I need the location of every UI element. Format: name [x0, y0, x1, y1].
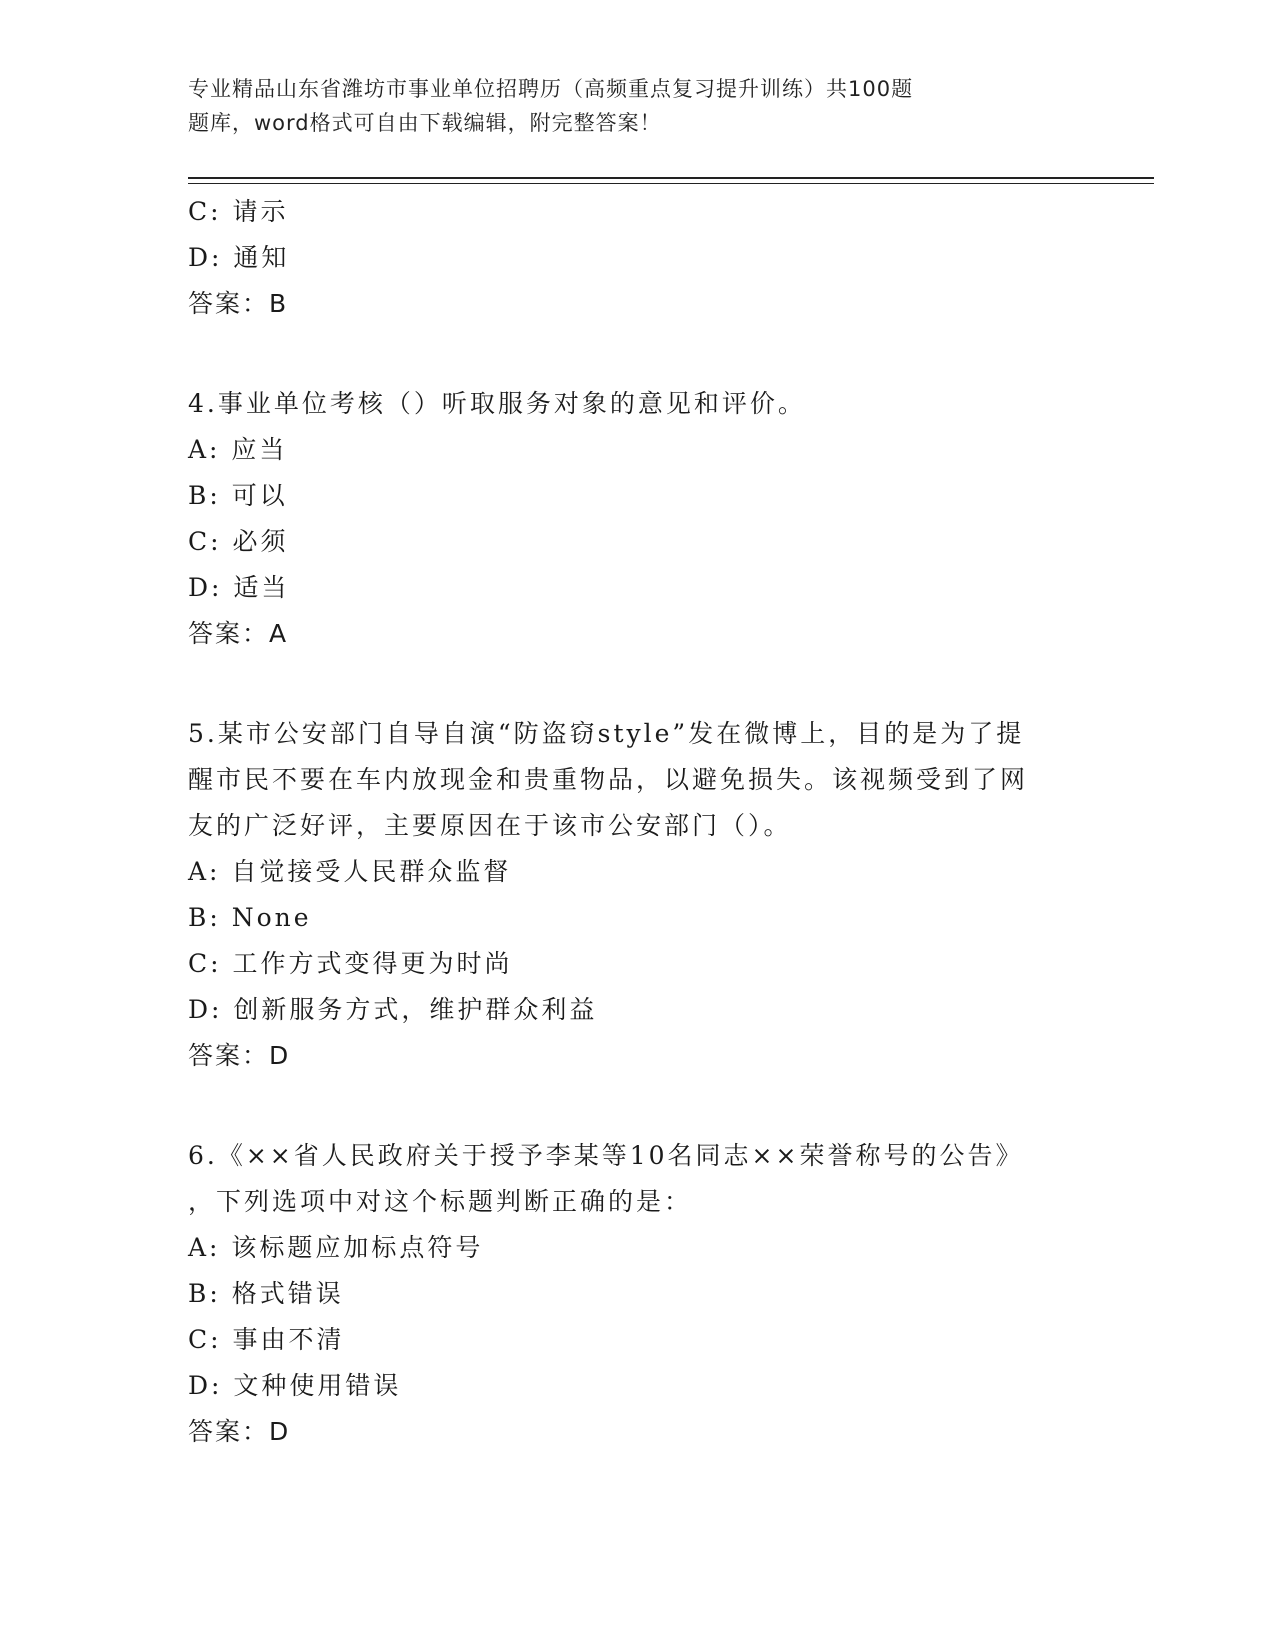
- option-a: A: 应当: [188, 435, 288, 464]
- question-stem-line-1: 5.某市公安部门自导自演“防盗窃style”发在微博上，目的是为了提: [188, 719, 1025, 748]
- document-header: [188, 72, 1048, 140]
- question-content: [188, 189, 1088, 1455]
- option-b: B: None: [188, 903, 312, 932]
- question-stem: 4.事业单位考核（）听取服务对象的意见和评价。: [188, 389, 806, 418]
- question-block-3-continued: [188, 189, 1088, 327]
- answer-line: 答案：A: [188, 619, 289, 648]
- question-block-6: [188, 1133, 1088, 1455]
- header-divider-thick: [188, 177, 1154, 179]
- option-d: D: 适当: [188, 573, 290, 602]
- option-a: A: 该标题应加标点符号: [188, 1233, 484, 1262]
- option-b: B: 格式错误: [188, 1279, 344, 1308]
- question-stem-line-2: ，下列选项中对这个标题判断正确的是：: [188, 1187, 693, 1216]
- option-b: B: 可以: [188, 481, 288, 510]
- answer-line: 答案：D: [188, 1041, 291, 1070]
- header-title-line-1: 专业精品山东省潍坊市事业单位招聘历（高频重点复习提升训练）共100题: [188, 77, 914, 101]
- option-d: D: 文种使用错误: [188, 1371, 402, 1400]
- option-c: C: 事由不清: [188, 1325, 345, 1354]
- question-stem-line-1: 6.《××省人民政府关于授予李某等10名同志××荣誉称号的公告》: [188, 1141, 1024, 1170]
- answer-line: 答案：D: [188, 1417, 291, 1446]
- header-divider-thin: [188, 183, 1154, 184]
- question-block-4: [188, 381, 1088, 657]
- option-a: A: 自觉接受人民群众监督: [188, 857, 512, 886]
- spacer: [188, 1079, 1088, 1133]
- question-stem-line-2: 醒市民不要在车内放现金和贵重物品，以避免损失。该视频受到了网: [188, 765, 1029, 794]
- spacer: [188, 657, 1088, 711]
- spacer: [188, 327, 1088, 381]
- option-c: C: 工作方式变得更为时尚: [188, 949, 513, 978]
- question-block-5: [188, 711, 1088, 1079]
- option-d: D: 创新服务方式，维护群众利益: [188, 995, 598, 1024]
- question-stem-line-3: 友的广泛好评，主要原因在于该市公安部门（）。: [188, 811, 792, 840]
- header-title-line-2: 题库，word格式可自由下载编辑，附完整答案！: [188, 111, 662, 135]
- answer-line: 答案：B: [188, 289, 289, 318]
- option-c: C: 请示: [188, 197, 289, 226]
- option-c: C: 必须: [188, 527, 289, 556]
- option-d: D: 通知: [188, 243, 290, 272]
